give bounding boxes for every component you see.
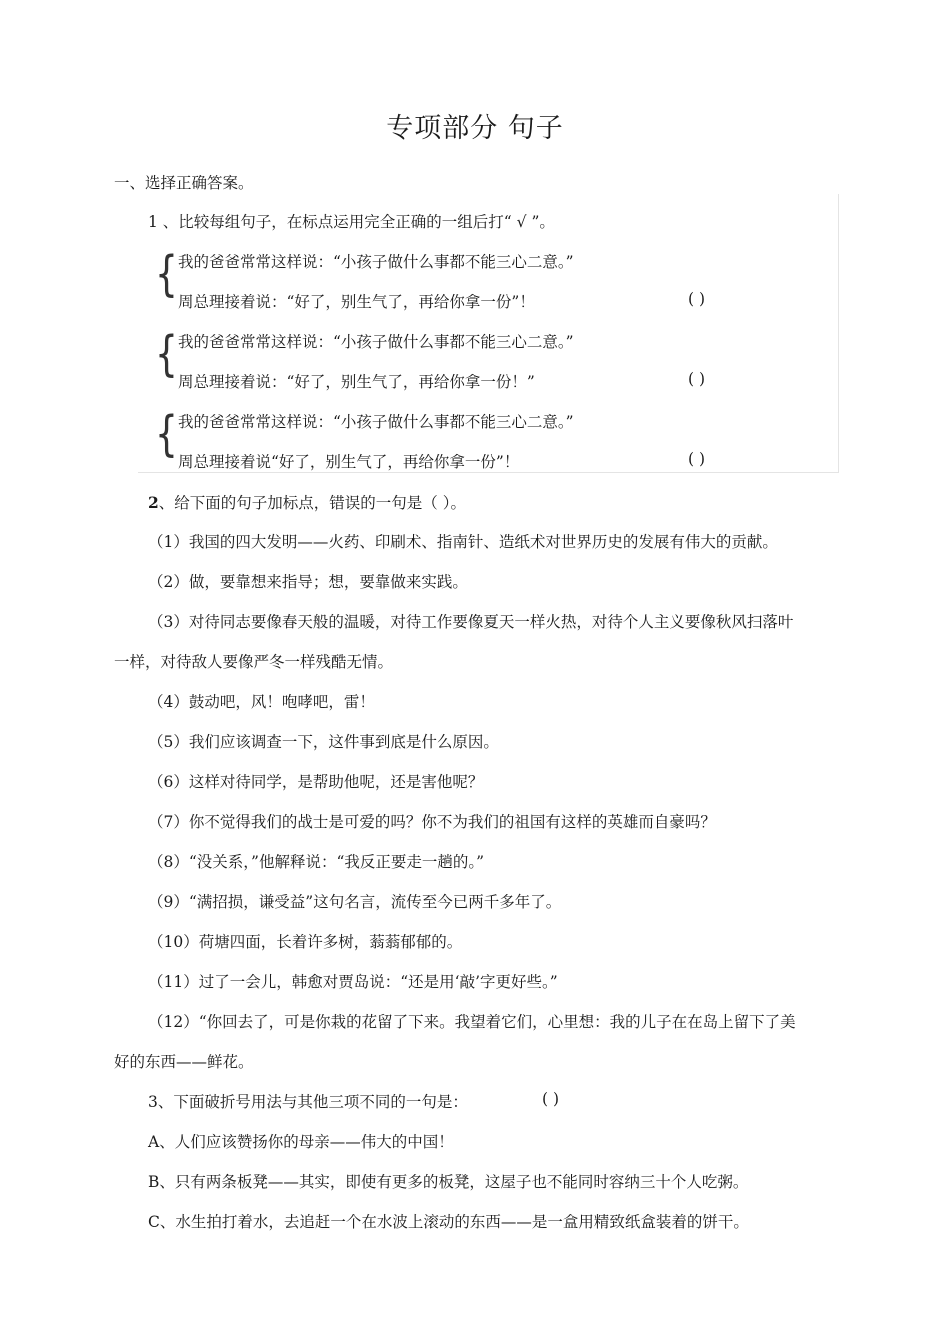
q2-item: （10）荷塘四面，长着许多树，蓊蓊郁郁的。 xyxy=(148,933,463,951)
q2-item: （5）我们应该调查一下，这件事到底是什么原因。 xyxy=(148,733,499,751)
page-title: 专项部分 句子 xyxy=(386,113,564,144)
q2-item: （2）做，要靠想来指导；想，要靠做来实践。 xyxy=(148,573,468,591)
question-3-answer-blank[interactable]: ( ) xyxy=(542,1090,560,1108)
q1-group1-line2: 周总理接着说：“好了，别生气了，再给你拿一份”！ xyxy=(178,293,535,311)
question-2-number: 2 xyxy=(148,493,159,512)
q2-item: （12）“你回去了，可是你栽的花留了下来。我望着它们，心里想：我的儿子在在岛上留下了美 xyxy=(148,1013,796,1031)
q2-item: （9）“满招损，谦受益”这句名言，流传至今已两千多年了。 xyxy=(148,893,562,911)
q3-option-a: A、人们应该赞扬你的母亲——伟大的中国！ xyxy=(148,1133,454,1151)
question-1-prompt: 1 、比较每组句子，在标点运用完全正确的一组后打“ √ ”。 xyxy=(148,213,555,231)
brace-icon: { xyxy=(155,246,178,302)
q3-option-c: C、水生拍打着水，去追赶一个在水波上滚动的东西——是一盒用精致纸盒装着的饼干。 xyxy=(148,1213,749,1231)
q1-group1-answer-blank[interactable]: ( ) xyxy=(688,290,706,308)
q2-item: （7）你不觉得我们的战士是可爱的吗？你不为我们的祖国有这样的英雄而自豪吗？ xyxy=(148,813,716,831)
q2-item: （8）“没关系，”他解释说：“我反正要走一趟的。” xyxy=(148,853,485,871)
q2-item: （3）对待同志要像春天般的温暖，对待工作要像夏天一样火热，对待个人主义要像秋风扫落叶 xyxy=(148,613,794,631)
brace-icon: { xyxy=(155,326,178,382)
q2-item: （6）这样对待同学，是帮助他呢，还是害他呢？ xyxy=(148,773,484,791)
q2-item-continuation: 好的东西——鲜花。 xyxy=(114,1053,254,1071)
q1-group3-line2: 周总理接着说“好了，别生气了，再给你拿一份”！ xyxy=(178,453,520,471)
q3-option-b: B、只有两条板凳——其实，即使有更多的板凳，这屋子也不能同时容纳三十个人吃粥。 xyxy=(148,1173,749,1191)
q1-group2-answer-blank[interactable]: ( ) xyxy=(688,370,706,388)
q1-group2-line2: 周总理接着说：“好了，别生气了，再给你拿一份！” xyxy=(178,373,535,391)
question-3-prompt: 3、下面破折号用法与其他三项不同的一句是： xyxy=(148,1093,468,1111)
question-2-text: 、给下面的句子加标点，错误的一句是（ ）。 xyxy=(158,494,466,512)
q1-group3-line1: 我的爸爸常常这样说：“小孩子做什么事都不能三心二意。” xyxy=(178,413,574,431)
q2-item: （1）我国的四大发明——火药、印刷术、指南针、造纸术对世界历史的发展有伟大的贡献。 xyxy=(148,533,778,551)
brace-icon: { xyxy=(155,406,178,462)
section-heading: 一、选择正确答案。 xyxy=(114,174,254,192)
q1-group1-line1: 我的爸爸常常这样说：“小孩子做什么事都不能三心二意。” xyxy=(178,253,574,271)
q1-group2-line1: 我的爸爸常常这样说：“小孩子做什么事都不能三心二意。” xyxy=(178,333,574,351)
q2-item-continuation: 一样，对待敌人要像严冬一样残酷无情。 xyxy=(114,653,394,671)
q1-group3-answer-blank[interactable]: ( ) xyxy=(688,450,706,468)
q2-item: （4）鼓动吧，风！咆哮吧，雷！ xyxy=(148,693,375,711)
q2-item: （11）过了一会儿，韩愈对贾岛说：“还是用‘敲’字更好些。” xyxy=(148,973,558,991)
question-2-prompt xyxy=(148,491,466,513)
